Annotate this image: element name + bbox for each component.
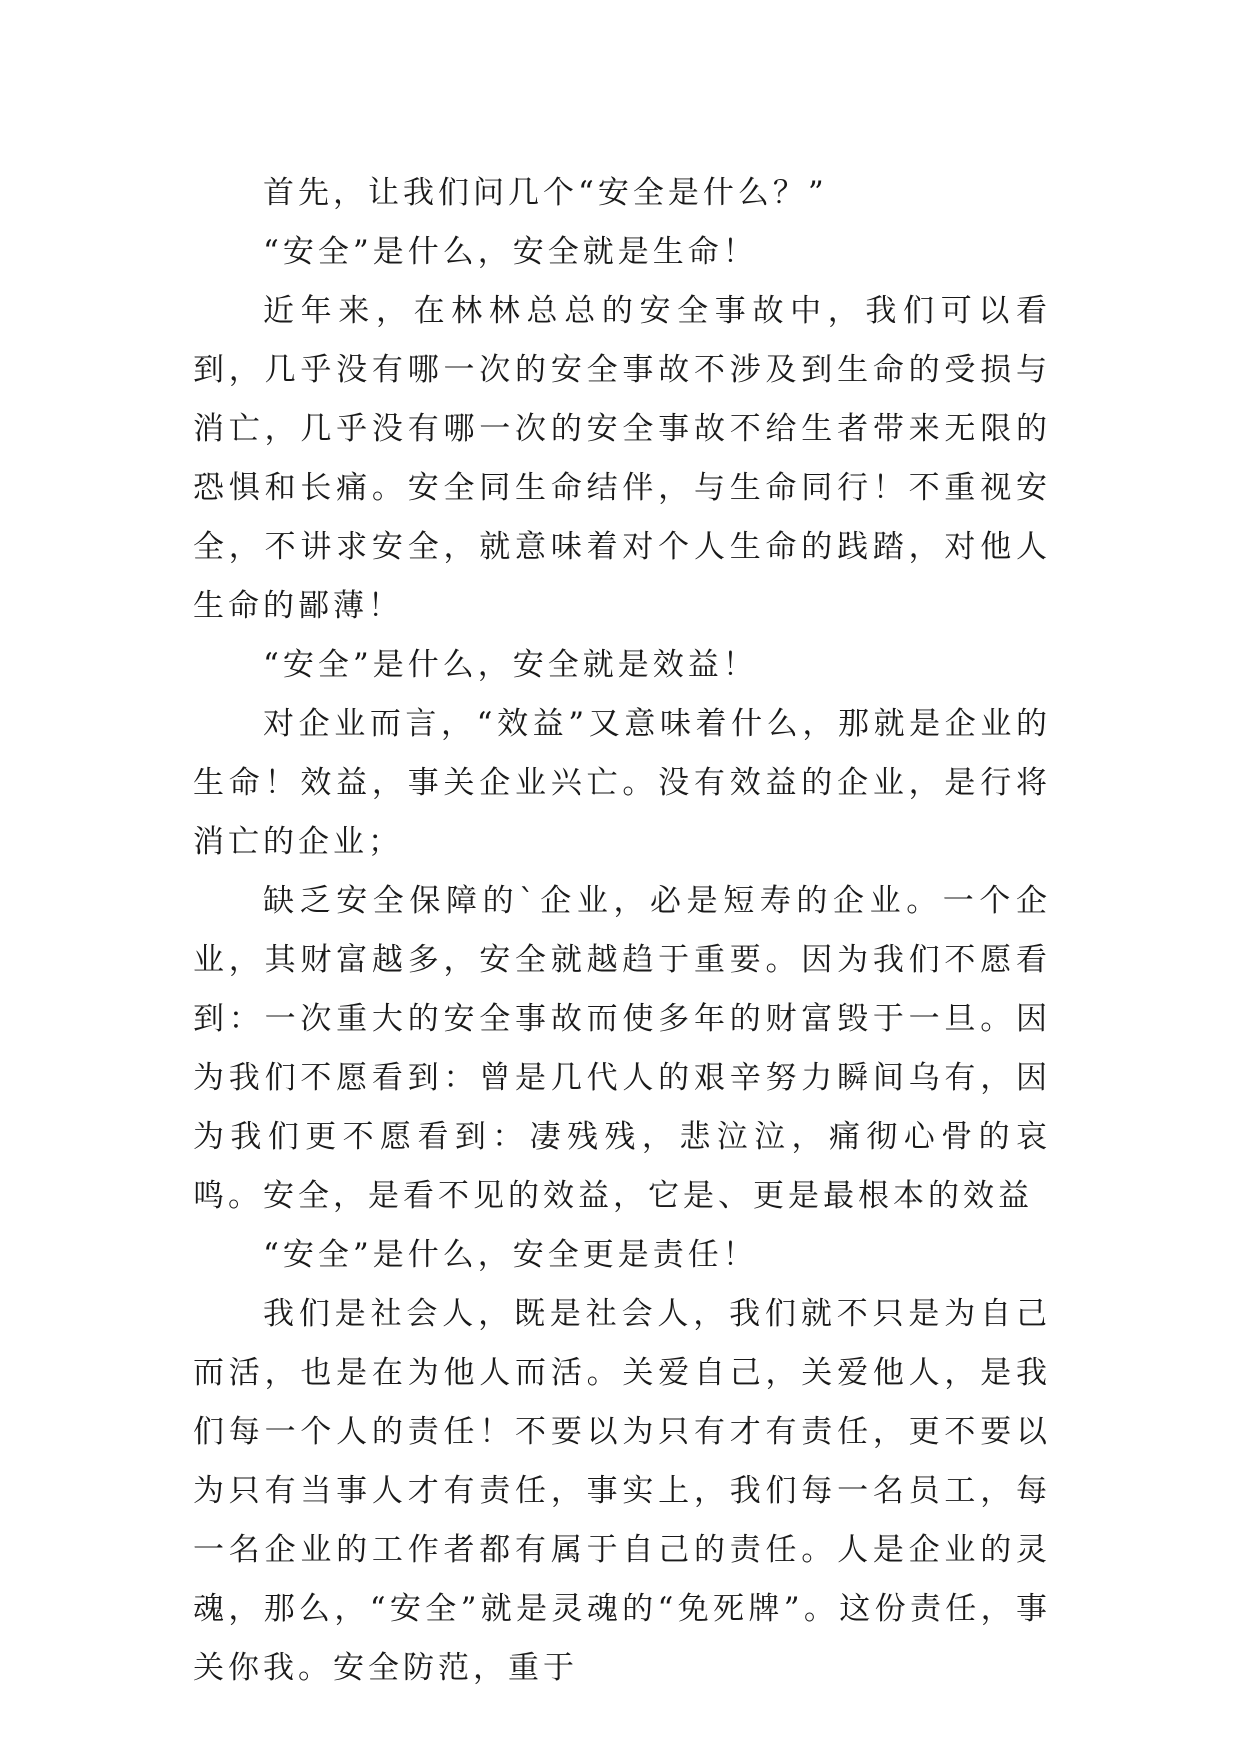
- paragraph-heading-benefit: “安全”是什么，安全就是效益！: [263, 647, 758, 683]
- paragraph-benefit-body: 对企业而言，“效益”又意味着什么，那就是企业的生命！效益，事关企业兴亡。没有效益的企业，是行将消亡的企业；: [193, 706, 1051, 860]
- paragraph-heading-life: “安全”是什么，安全就是生命！: [263, 234, 758, 270]
- document-body: [193, 164, 1051, 1698]
- paragraph-intro-question: 首先，让我们问几个“安全是什么？”: [263, 175, 828, 211]
- paragraph-life-body: 近年来，在林林总总的安全事故中，我们可以看到，几乎没有哪一次的安全事故不涉及到生命的受损与消亡，几乎没有哪一次的安全事故不给生者带来无限的恐惧和长痛。安全同生命结伴，与生命同行！不重视安全，不讲求安全，就意味着对个人生命的践踏，对他人生命的鄙薄！: [193, 293, 1051, 624]
- paragraph-responsibility-body: 我们是社会人，既是社会人，我们就不只是为自己而活，也是在为他人而活。关爱自己，关爱他人，是我们每一个人的责任！不要以为只有才有责任，更不要以为只有当事人才有责任，事实上，我们每一名员工，每一名企业的工作者都有属于自己的责任。人是企业的灵魂，那么，“安全”就是灵魂的“免死牌”。这份责任，事关你我。安全防范，重于: [193, 1296, 1051, 1686]
- paragraph-heading-responsibility: “安全”是什么，安全更是责任！: [263, 1237, 758, 1273]
- paragraph-benefit-body-2: 缺乏安全保障的`企业，必是短寿的企业。一个企业，其财富越多，安全就越趋于重要。因为我们不愿看到：一次重大的安全事故而使多年的财富毁于一旦。因为我们不愿看到：曾是几代人的艰辛努力瞬间乌有，因为我们更不愿看到：凄残残，悲泣泣，痛彻心骨的哀鸣。安全，是看不见的效益，它是、更是最根本的效益: [193, 883, 1051, 1214]
